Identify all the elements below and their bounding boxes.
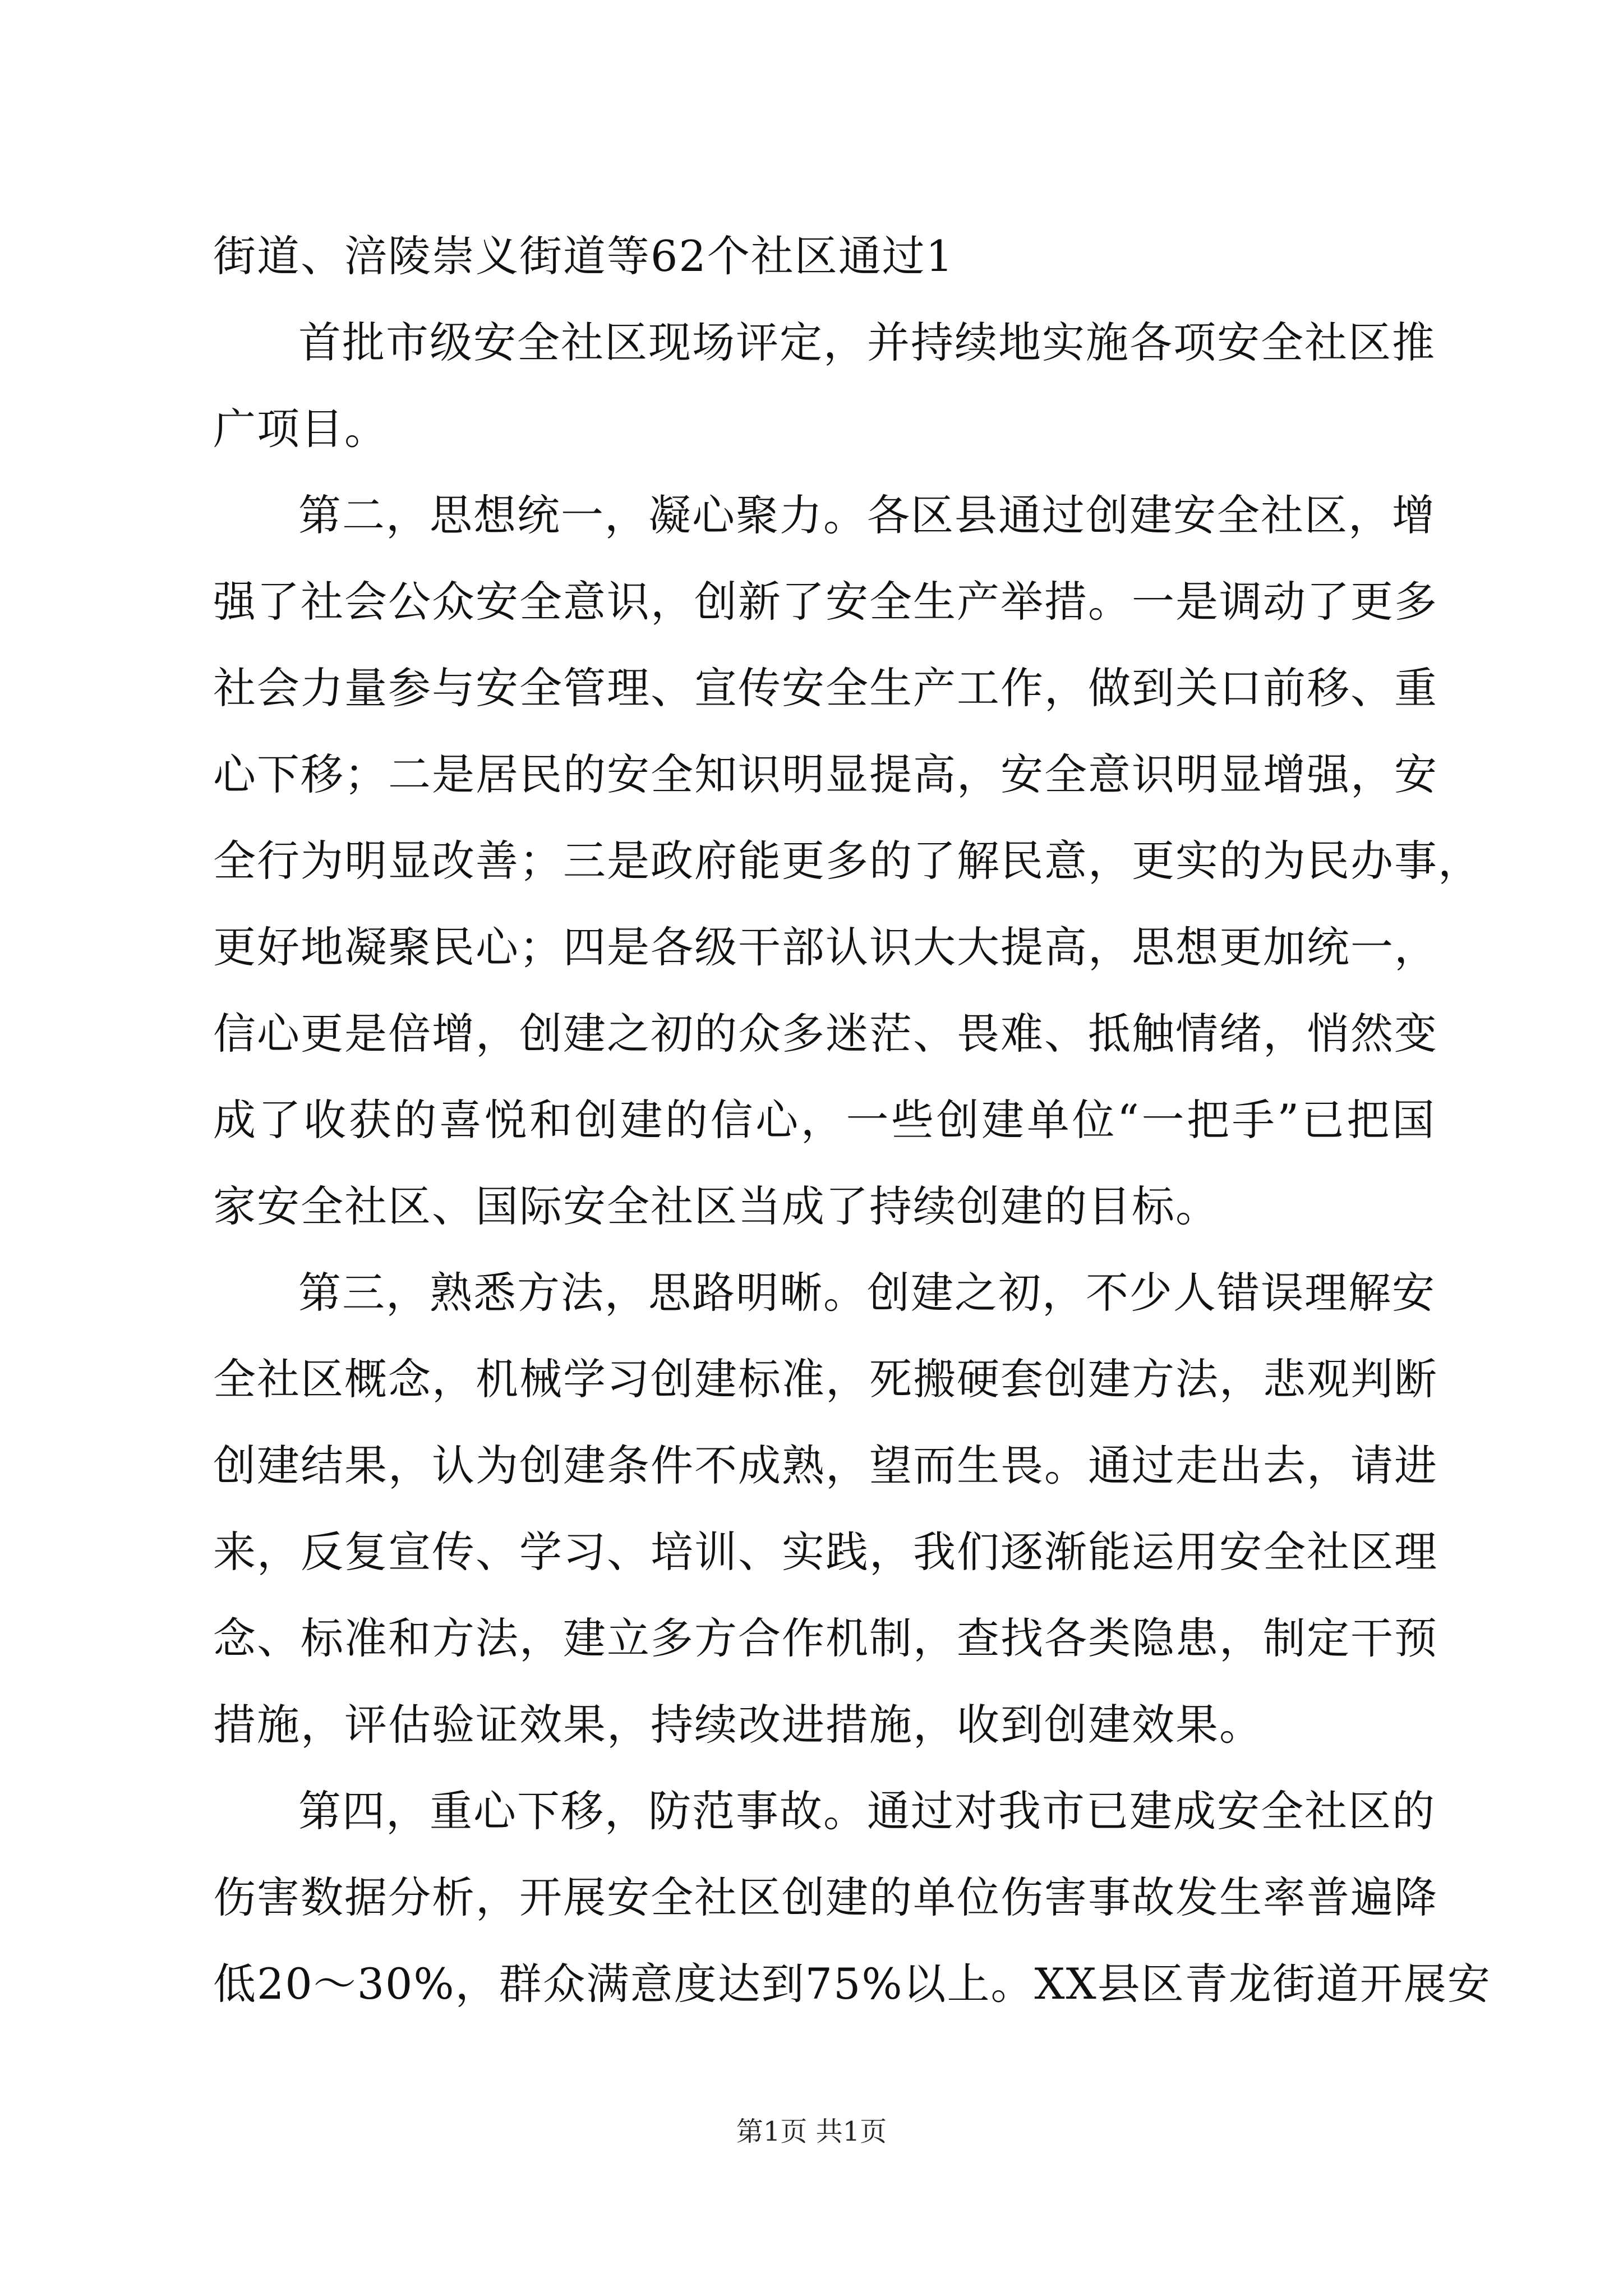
paragraph-start-line: 第四，重心下移，防范事故。通过对我市已建成安全社区的 xyxy=(298,1786,1436,1836)
text-line: 家安全社区、国际安全社区当成了持续创建的目标。 xyxy=(213,1181,1219,1231)
text-line: 广项目。 xyxy=(213,404,388,454)
text-line: 低20～30%，群众满意度达到75%以上。XX县区青龙街道开展安 xyxy=(213,1959,1491,2009)
text-line: 成了收获的喜悦和创建的信心，一些创建单位“一把手”已把国 xyxy=(213,1095,1436,1145)
text-line: 信心更是倍增，创建之初的众多迷茫、畏难、抵触情绪，悄然变 xyxy=(213,1009,1438,1059)
text-line: 社会力量参与安全管理、宣传安全生产工作，做到关口前移、重 xyxy=(213,663,1438,713)
paragraph-start-line: 首批市级安全社区现场评定，并持续地实施各项安全社区推 xyxy=(298,318,1436,367)
page-footer: 第1页 共1页 xyxy=(736,2116,887,2147)
document-body xyxy=(213,213,1491,2027)
paragraph-start-line: 第三，熟悉方法，思路明晰。创建之初，不少人错误理解安 xyxy=(298,1268,1436,1318)
text-line: 街道、涪陵崇义街道等62个社区通过1 xyxy=(213,231,955,281)
text-line: 心下移；二是居民的安全知识明显提高，安全意识明显增强，安 xyxy=(213,749,1438,799)
text-line: 全行为明显改善；三是政府能更多的了解民意，更实的为民办事， xyxy=(213,836,1482,886)
text-line: 措施，评估验证效果，持续改进措施，收到创建效果。 xyxy=(213,1700,1263,1750)
text-line: 来，反复宣传、学习、培训、实践，我们逐渐能运用安全社区理 xyxy=(213,1527,1438,1577)
text-line: 创建结果，认为创建条件不成熟，望而生畏。通过走出去，请进 xyxy=(213,1441,1438,1490)
text-line: 伤害数据分析，开展安全社区创建的单位伤害事故发生率普遍降 xyxy=(213,1872,1438,1922)
text-line: 全社区概念，机械学习创建标准，死搬硬套创建方法，悲观判断 xyxy=(213,1354,1438,1404)
paragraph-start-line: 第二，思想统一，凝心聚力。各区县通过创建安全社区，增 xyxy=(298,490,1436,540)
text-line: 念、标准和方法，建立多方合作机制，查找各类隐患，制定干预 xyxy=(213,1613,1438,1663)
text-line: 强了社会公众安全意识，创新了安全生产举措。一是调动了更多 xyxy=(213,577,1438,627)
text-line: 更好地凝聚民心；四是各级干部认识大大提高，思想更加统一， xyxy=(213,922,1438,972)
